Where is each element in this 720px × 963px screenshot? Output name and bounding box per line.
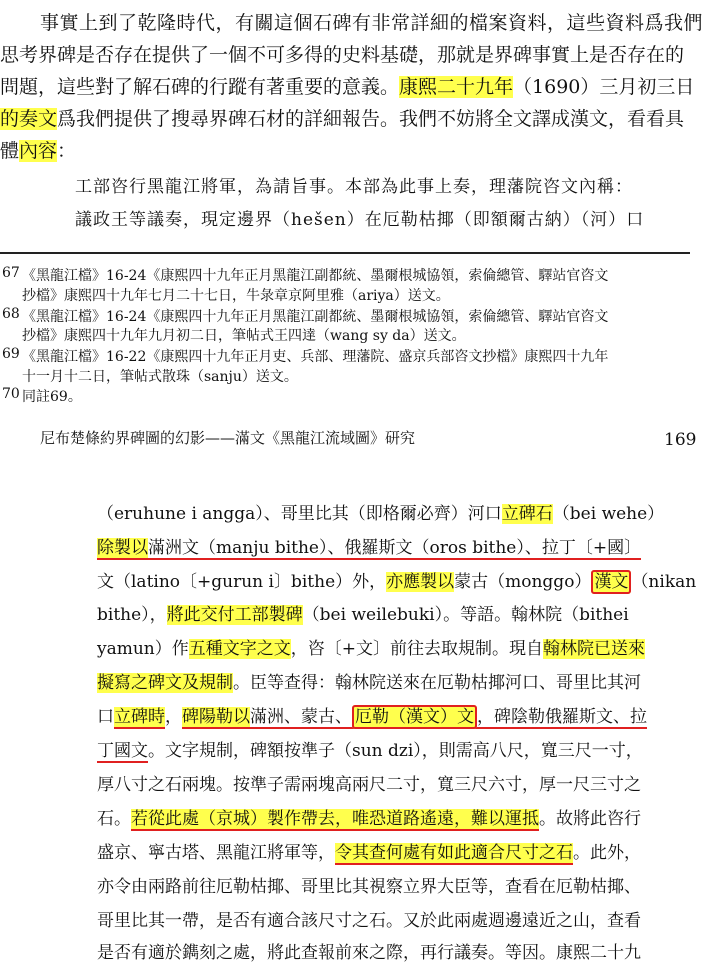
paragraph-line: 思考界碑是否存在提供了一個不可多得的史料基礎，那就是界碑事實上是否存在的 [0,44,685,66]
body-line [97,533,641,558]
text-span: 石。 [97,809,131,829]
underlined-text: 滿洲文（manju bithe）、俄羅斯文（oros bithe）、拉丁〔+國〕 [148,538,642,558]
page-number: 169 [664,430,697,450]
text-span: 。故將此咨行 [539,809,641,829]
footnote-text: 《黑龍江檔》16-24《康熙四十九年正月黑龍江副都統、墨爾根城協領，索倫總管、驛站官咨文 [22,309,609,325]
highlighted-text: 立碑石 [501,504,553,524]
body-line [97,702,647,727]
body-line [97,736,643,761]
highlighted-text: 將此交付工部製碑 [166,605,303,625]
footnote-number: 67 [2,265,20,281]
text-span: 體 [0,140,20,162]
footnote-number: 68 [2,306,20,322]
underlined-highlighted-text: 若從此處（京城）製作帶去，唯恐道路遙遠，難以運抵 [131,809,539,829]
text-span: 蒙古（monggo） [454,572,592,592]
body-line: 厚八寸之石兩塊。按準子需兩塊高兩尺二寸，寬三尺六寸，厚一尺三寸之 [97,775,641,795]
footnote-text: 《黑龍江檔》16-24《康熙四十九年正月黑龍江副都統、墨爾根城協領，索倫總管、驛站官咨文 [22,268,609,284]
text-span: 爲我們提供了搜尋界碑石材的詳細報告。我們不妨將全文譯成漢文，看看具 [57,108,685,130]
underlined-text: 丁國文 [97,741,148,761]
underlined-text: 滿洲、蒙古、 [250,707,352,727]
body-line [97,634,645,659]
text-span: （1690）三月初三日 [513,76,695,98]
body-line: 哥里比其一帶，是否有適合該尺寸之石。又於此兩處週邊遠近之山，查看 [97,911,641,931]
highlighted-text: 除製以 [97,538,148,558]
paragraph-line [0,72,694,99]
highlighted-text: 亦應製以 [386,572,455,592]
footnote-divider [0,252,690,254]
highlighted-text: 碑陽勒以 [182,707,250,727]
underlined-text: ，碑陰勒俄羅斯文、拉 [477,707,647,727]
text-span: 文（latino〔+gurun i〕bithe）外， [97,572,387,592]
footnote-text: 抄檔》康熙四十九年九月初二日，筆帖式王四達（wang sy da）送文。 [22,328,466,344]
boxed-highlighted-text: 漢文 [591,570,631,594]
footnote-number: 70 [2,386,20,402]
text-span: 事實上到了乾隆時代，有關這個石碑有非常詳細的檔案資料，這些資料爲我們 [40,12,704,34]
paragraph-line [2,8,703,35]
body-line [97,804,641,829]
highlighted-text: 擬寫之碑文及規制 [97,673,233,693]
footnote-text: 《黑龍江檔》16-22《康熙四十九年正月吏、兵部、理藩院、盛京兵部咨文抄檔》康熙四十九年 [22,349,609,365]
footnote-number: 69 [2,346,20,362]
underlined-highlighted-text: 立碑時 [114,707,165,727]
quote-line: 議政王等議奏，現定邊界（hešen）在厄勒枯揶（即額爾古納）（河）口 [75,210,645,230]
running-header: 尼布楚條約界碑圖的幻影——滿文《黑龍江流域圖》研究 [40,429,416,447]
text-span: yamun）作 [97,639,189,659]
highlighted-text: 翰林院已送來 [543,639,646,659]
quote-line: 工部咨行黑龍江將軍，為請旨事。本部為此事上奏，理藩院咨文內稱： [75,177,633,197]
text-span: （bei weilebuki）。等語。翰林院（bithei [302,605,629,625]
body-line [97,600,629,625]
body-line: 是否有適於鐫刻之處，將此查報前來之際，再行議奏。等因。康熙二十九 [97,943,641,963]
body-line [97,668,641,693]
text-span: ， [165,707,182,727]
footnote-text: 同註69。 [22,389,82,405]
underlined-highlighted-text: 令其查何處有如此適合尺寸之石 [335,843,573,863]
footnote-text: 抄檔》康熙四十九年七月二十七日，牛彔章京阿里雅（ariya）送文。 [22,288,450,304]
highlighted-text: 康熙二十九年 [399,76,514,98]
text-span: 盛京、寧古塔、黑龍江將軍等， [97,843,335,863]
footnote-text: 十一月十二日，筆帖式散珠（sanju）送文。 [22,369,298,385]
paragraph-line [0,104,684,131]
paragraph-line [0,136,76,163]
text-span: （bei wehe） [552,504,665,524]
body-line [97,567,696,592]
highlighted-text: 內容 [19,140,58,162]
body-line [97,499,664,524]
body-line [97,838,641,863]
highlighted-text: 五種文字之文 [188,639,291,659]
text-span: 問題，這些對了解石碑的行蹤有著重要的意義。 [0,76,400,98]
boxed-highlighted-text: 厄勒（漢文）文 [352,705,477,729]
body-line: 亦令由兩路前往厄勒枯揶、哥里比其視察立界大臣等，查看在厄勒枯揶、 [97,877,641,897]
text-span: ： [57,140,77,162]
highlighted-text: 的奏文 [0,108,58,130]
text-span: 口 [97,707,114,727]
text-span: bithe）， [97,605,167,625]
text-span: （nikan [631,572,697,592]
text-span: ，咨〔+文〕前往去取規制。現自 [290,639,544,659]
text-span: （eruhune i angga）、哥里比其（即格爾必齊）河口 [97,504,502,524]
text-span: 。文字規制，碑額按準子（sun dzi），則需高八尺，寬三尺一寸， [148,741,643,761]
text-span: 。臣等查得：翰林院送來在厄勒枯揶河口、哥里比其河 [233,673,641,693]
text-span: 。此外， [573,843,641,863]
